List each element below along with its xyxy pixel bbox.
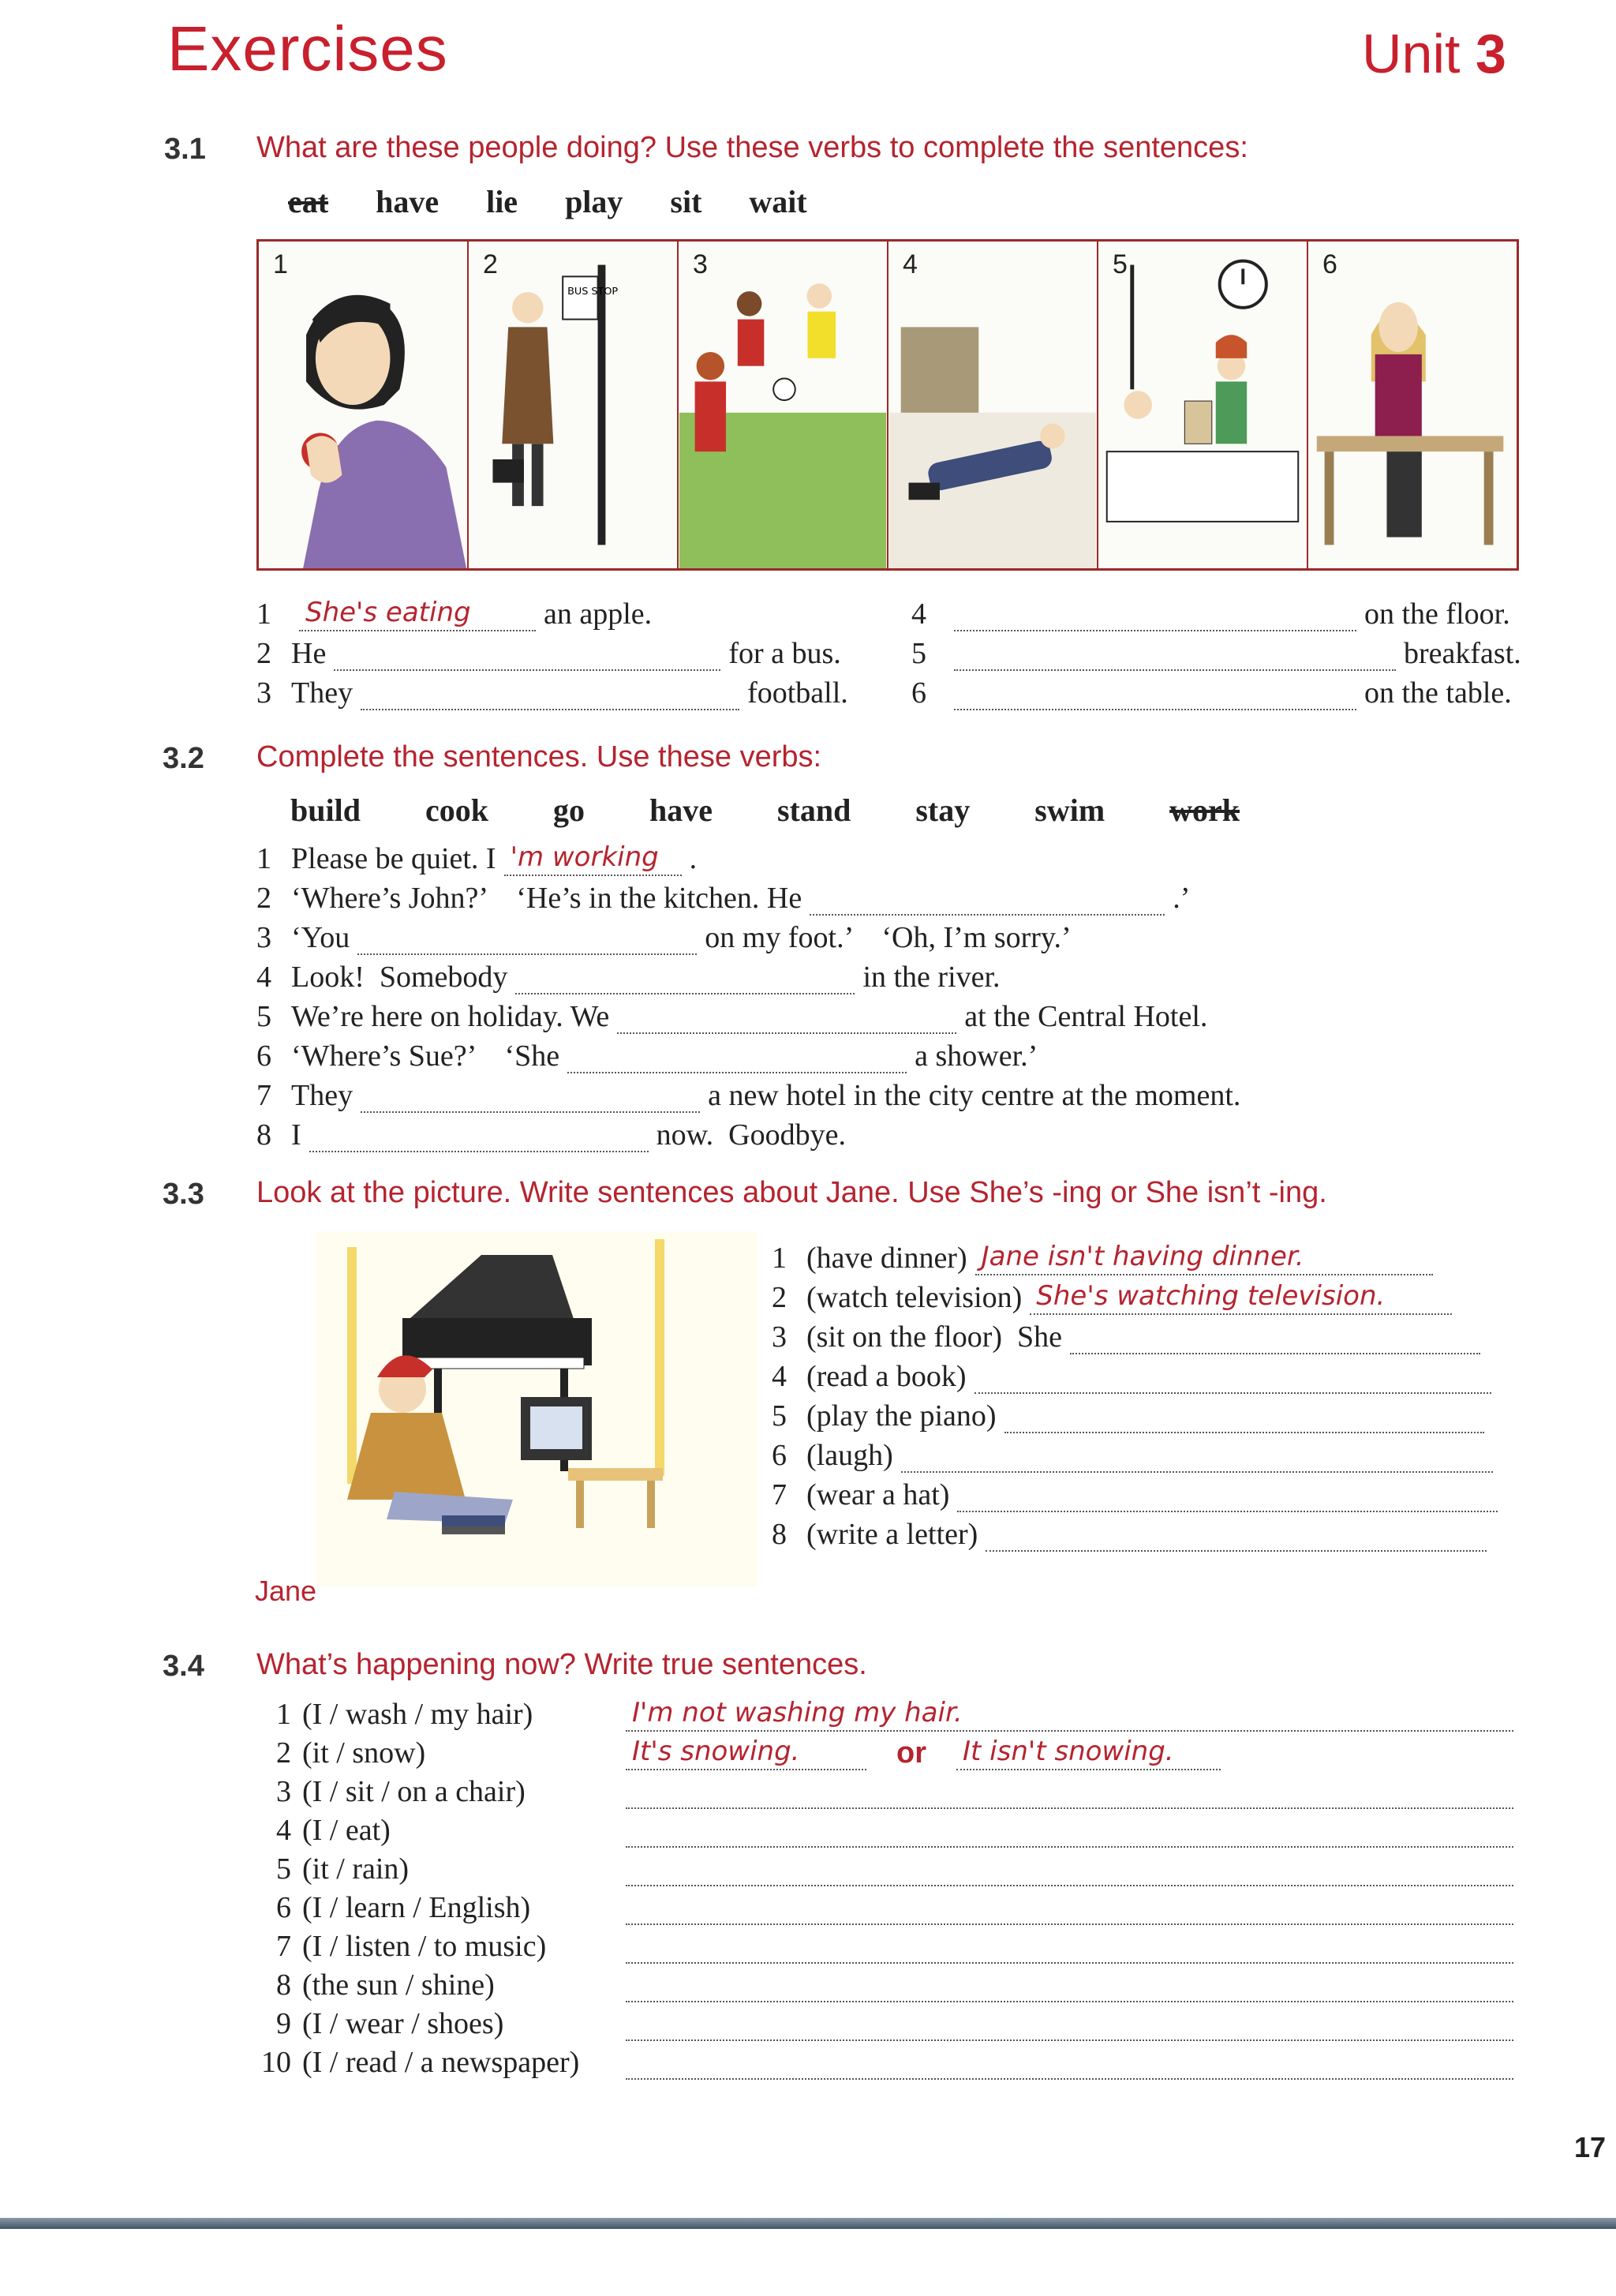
- item-number: 4: [276, 1814, 291, 1847]
- sentence-end: football.: [747, 676, 848, 710]
- item-number: 4: [772, 1360, 787, 1393]
- exercise-number-3-4: 3.4: [163, 1650, 204, 1683]
- family-breakfast-illustration: [1098, 242, 1307, 568]
- handwritten-answer: It's snowing.: [632, 1736, 800, 1767]
- verb-item: lie: [486, 184, 518, 219]
- prompt: (play the piano): [806, 1399, 997, 1433]
- exercise-title-3-3: Look at the picture. Write sentences about Jane. Use She’s -ing or She isn’t -ing.: [256, 1176, 1327, 1209]
- answer-blank[interactable]: [901, 1448, 1493, 1473]
- verb-item: eat: [288, 184, 329, 219]
- sentence-start: I: [291, 1118, 301, 1152]
- man-waiting-bus-illustration: [469, 242, 677, 568]
- sentence-3-3-1: [772, 1241, 1441, 1275]
- man-lying-floor-illustration: [888, 242, 1097, 568]
- woman-sitting-table-illustration: [1308, 242, 1517, 568]
- item-number: 3: [256, 676, 271, 710]
- item-number: 6: [911, 676, 926, 710]
- unit-label: [1362, 22, 1506, 85]
- item-number: 8: [256, 1118, 271, 1152]
- answer-blank[interactable]: [1070, 1329, 1480, 1354]
- page-title: Exercises: [167, 13, 448, 84]
- item-number: 3: [256, 921, 271, 954]
- sentence-3-4-6: [241, 1890, 1513, 1925]
- verb-item: sit: [670, 184, 702, 219]
- verb-list-3-1: [288, 183, 807, 220]
- answer-blank[interactable]: [626, 1697, 1513, 1732]
- item-number: 8: [772, 1518, 787, 1551]
- sentence-3-2-1: [256, 841, 697, 876]
- sentence-3-4-4: [241, 1813, 1513, 1848]
- item-number: 2: [772, 1281, 787, 1314]
- answer-blank[interactable]: [357, 930, 697, 955]
- item-number: 6: [772, 1439, 787, 1472]
- sentence-3-4-2: [241, 1736, 1221, 1770]
- verb-item: work: [1169, 792, 1240, 828]
- verb-item: stand: [776, 792, 851, 828]
- item-number: 1: [256, 597, 271, 631]
- prompt: (I / wash / my hair): [302, 1698, 533, 1731]
- sentence-3-2-7: [256, 1078, 1240, 1113]
- answer-blank[interactable]: [626, 1784, 1513, 1809]
- prompt: (it / rain): [302, 1852, 410, 1886]
- answer-blank[interactable]: [810, 890, 1165, 916]
- item-number: 7: [772, 1478, 787, 1511]
- sentence-start: Please be quiet. I: [291, 842, 496, 875]
- panel-number: 2: [483, 249, 498, 279]
- sentence-3-3-2: [772, 1280, 1460, 1315]
- handwritten-answer: Jane isn't having dinner.: [981, 1241, 1304, 1272]
- sentence-3-1-5: [911, 636, 1521, 671]
- answer-blank[interactable]: [975, 1241, 1433, 1275]
- answer-blank[interactable]: [1030, 1280, 1452, 1315]
- sentence-3-1-1: [256, 597, 652, 631]
- sentence-3-4-7: [241, 1929, 1513, 1964]
- sentence-start: ‘Where’s Sue?’ ‘She: [291, 1039, 560, 1073]
- sentence-end: at the Central Hotel.: [964, 1000, 1208, 1033]
- sentence-end: on the table.: [1364, 676, 1512, 710]
- exercise-number-3-2: 3.2: [163, 742, 204, 775]
- sentence-start: They: [291, 1079, 354, 1112]
- verb-list-3-2: [290, 792, 1240, 829]
- item-number: 8: [276, 1968, 291, 2002]
- jane-illustration: [316, 1231, 758, 1586]
- answer-blank[interactable]: [626, 1977, 1513, 2002]
- prompt: (the sun / shine): [302, 1968, 495, 2002]
- item-number: 5: [772, 1399, 787, 1433]
- item-number: 1: [772, 1242, 787, 1275]
- answer-blank[interactable]: [957, 1487, 1498, 1512]
- sentence-3-2-4: [256, 960, 1001, 994]
- sentence-3-1-6: [911, 676, 1512, 710]
- item-number: 9: [276, 2007, 291, 2040]
- sentence-3-3-6: [772, 1438, 1501, 1473]
- unit-number: 3: [1475, 23, 1506, 84]
- answer-blank[interactable]: [626, 1736, 866, 1770]
- panel-number: 5: [1113, 249, 1128, 279]
- sentence-end: on my foot.’ ‘Oh, I’m sorry.’: [705, 921, 1072, 954]
- prompt: (I / read / a newspaper): [302, 2046, 580, 2079]
- item-number: 2: [256, 637, 271, 670]
- or-label: or: [896, 1736, 926, 1770]
- item-number: 5: [256, 1000, 271, 1033]
- sentence-end: breakfast.: [1404, 637, 1521, 670]
- answer-blank[interactable]: [954, 606, 1356, 631]
- prompt: (I / wear / shoes): [302, 2007, 504, 2040]
- panel-number: 3: [693, 249, 708, 279]
- answer-blank[interactable]: [617, 1009, 956, 1034]
- illustration-strip: [256, 239, 1519, 571]
- item-number: 4: [256, 961, 271, 994]
- sentence-end: in the river.: [862, 961, 1001, 994]
- sentence-3-4-1: [241, 1697, 1513, 1732]
- panel-2-illustration: [469, 242, 679, 568]
- prompt: (laugh): [806, 1439, 893, 1472]
- sentence-3-2-5: [256, 999, 1207, 1034]
- verb-item: cook: [425, 792, 488, 828]
- prompt: (wear a hat): [806, 1478, 950, 1511]
- exercise-number-3-3: 3.3: [163, 1178, 204, 1211]
- prompt: (have dinner): [806, 1242, 967, 1275]
- sentence-3-4-9: [241, 2006, 1513, 2041]
- sentence-3-3-3: [772, 1320, 1488, 1354]
- sentence-3-3-7: [772, 1478, 1506, 1512]
- sentence-3-1-3: [256, 676, 848, 710]
- prompt: (read a book): [806, 1360, 967, 1393]
- answer-blank[interactable]: [515, 969, 855, 994]
- verb-item: wait: [749, 184, 807, 219]
- item-number: 3: [276, 1775, 291, 1808]
- sentence-3-2-6: [256, 1039, 1038, 1073]
- verb-item: play: [565, 184, 623, 219]
- jane-caption: Jane: [255, 1575, 317, 1607]
- page-number: 17: [1574, 2131, 1607, 2163]
- answer-blank[interactable]: [954, 685, 1356, 710]
- sentence-3-3-8: [772, 1517, 1494, 1552]
- panel-6-illustration: [1308, 242, 1517, 568]
- panel-1-illustration: [259, 242, 469, 568]
- handwritten-answer: She's watching television.: [1036, 1280, 1386, 1312]
- answer-blank[interactable]: [309, 1127, 649, 1152]
- exercise-title-3-4: What’s happening now? Write true sentences.: [256, 1648, 867, 1681]
- answer-blank[interactable]: [954, 646, 1396, 671]
- sentence-start: He: [291, 637, 327, 670]
- sentence-end: .’: [1173, 882, 1191, 915]
- item-number: 10: [261, 2046, 291, 2079]
- exercise-title-3-1: What are these people doing? Use these verbs to complete the sentences:: [256, 131, 1248, 164]
- panel-number: 4: [903, 249, 918, 279]
- panel-3-illustration: [679, 242, 888, 568]
- prompt: (write a letter): [806, 1518, 978, 1551]
- boys-playing-football-illustration: [679, 242, 887, 568]
- answer-blank[interactable]: [626, 1938, 1513, 1964]
- sentence-3-4-8: [241, 1968, 1513, 2002]
- sentence-end: a new hotel in the city centre at the moment.: [708, 1079, 1241, 1112]
- panel-4-illustration: [888, 242, 1098, 568]
- sentence-end: on the floor.: [1364, 597, 1510, 631]
- item-number: 6: [256, 1039, 271, 1073]
- verb-item: stay: [915, 792, 971, 828]
- sentence-start: Look! Somebody: [291, 961, 508, 994]
- item-number: 1: [256, 842, 271, 875]
- panel-5-illustration: [1098, 242, 1308, 568]
- sentence-3-1-2: [256, 636, 841, 671]
- item-number: 3: [772, 1320, 787, 1354]
- answer-blank[interactable]: [626, 2054, 1513, 2080]
- verb-item: have: [376, 184, 440, 219]
- handwritten-answer: She's eating: [305, 597, 471, 628]
- prompt: (watch television): [806, 1281, 1023, 1314]
- prompt: (it / snow): [302, 1736, 426, 1770]
- prompt: (I / sit / on a chair): [302, 1775, 526, 1808]
- exercise-title-3-2: Complete the sentences. Use these verbs:: [256, 740, 822, 773]
- prompt: (sit on the floor) She: [806, 1320, 1063, 1354]
- sentence-3-2-2: [256, 881, 1190, 916]
- answer-blank[interactable]: [567, 1048, 907, 1073]
- handwritten-answer: I'm not washing my hair.: [632, 1697, 963, 1729]
- answer-blank[interactable]: [334, 646, 720, 671]
- item-number: 1: [276, 1698, 291, 1731]
- answer-blank[interactable]: [626, 1822, 1513, 1848]
- answer-blank[interactable]: [361, 1088, 700, 1113]
- answer-blank-alt[interactable]: [956, 1736, 1221, 1770]
- item-number: 2: [276, 1736, 291, 1770]
- sentence-3-3-4: [772, 1359, 1499, 1394]
- verb-item: build: [290, 792, 361, 828]
- verb-item: go: [552, 792, 585, 828]
- prompt: (I / listen / to music): [302, 1930, 547, 1963]
- panel-number: 1: [273, 249, 288, 279]
- unit-word: Unit: [1362, 23, 1461, 84]
- answer-blank[interactable]: [1004, 1408, 1484, 1433]
- sentence-end: a shower.’: [915, 1039, 1038, 1073]
- sentence-3-4-10: [241, 2045, 1513, 2080]
- answer-blank[interactable]: [626, 2016, 1513, 2041]
- sentence-3-4-5: [241, 1852, 1513, 1886]
- sentence-start: They: [291, 676, 354, 710]
- item-number: 5: [276, 1852, 291, 1886]
- sentence-3-1-4: [911, 597, 1510, 631]
- sentence-3-3-5: [772, 1399, 1492, 1433]
- sentence-start: ‘You: [291, 921, 350, 954]
- answer-blank[interactable]: [974, 1369, 1491, 1394]
- answer-blank[interactable]: [626, 1861, 1513, 1886]
- sentence-3-4-3: [241, 1774, 1513, 1809]
- verb-item: have: [649, 792, 713, 828]
- item-number: 6: [276, 1891, 291, 1924]
- answer-blank[interactable]: [361, 685, 739, 710]
- answer-blank[interactable]: [299, 597, 536, 631]
- panel-number: 6: [1322, 249, 1337, 279]
- answer-blank[interactable]: [986, 1526, 1487, 1552]
- sentence-end: an apple.: [544, 597, 653, 631]
- sentence-start: ‘Where’s John?’ ‘He’s in the kitchen. He: [291, 882, 802, 915]
- sentence-end: for a bus.: [728, 637, 841, 670]
- exercise-number-3-1: 3.1: [164, 133, 206, 166]
- prompt: (I / learn / English): [302, 1891, 531, 1924]
- prompt: (I / eat): [302, 1814, 391, 1847]
- item-number: 5: [911, 637, 926, 670]
- verb-item: swim: [1034, 792, 1105, 828]
- footer-bar: [0, 2218, 1616, 2229]
- item-number: 4: [911, 597, 926, 631]
- sentence-start: We’re here on holiday. We: [291, 1000, 610, 1033]
- answer-blank[interactable]: [626, 1900, 1513, 1925]
- answer-blank[interactable]: [504, 841, 682, 876]
- woman-eating-apple-illustration: [259, 242, 467, 568]
- handwritten-answer: It isn't snowing.: [963, 1736, 1174, 1767]
- item-number: 7: [276, 1930, 291, 1963]
- sentence-end: now. Goodbye.: [656, 1118, 846, 1152]
- sentence-3-2-8: [256, 1118, 846, 1152]
- item-number: 7: [256, 1079, 271, 1112]
- handwritten-answer: 'm working: [510, 841, 659, 873]
- sentence-3-2-3: [256, 920, 1072, 955]
- bus-stop-sign: BUS STOP: [567, 286, 619, 298]
- sentence-end: .: [689, 842, 698, 875]
- item-number: 2: [256, 882, 271, 915]
